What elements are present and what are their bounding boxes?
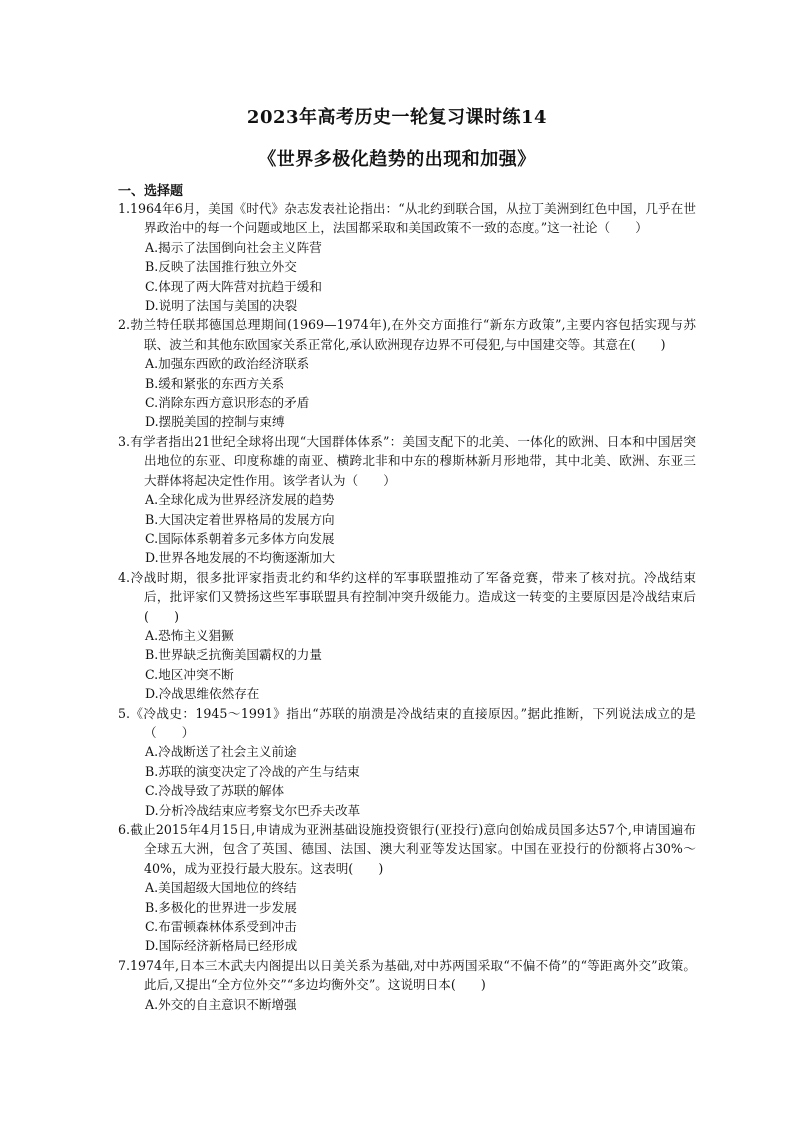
option-b: B.缓和紧张的东西方关系 bbox=[145, 375, 285, 391]
option-c: C.体现了两大阵营对抗趋于缓和 bbox=[145, 278, 322, 294]
question-2 bbox=[118, 315, 696, 431]
option-c: C.布雷顿森林体系受到冲击 bbox=[145, 919, 297, 935]
option-b: B.世界缺乏抗衡美国霸权的力量 bbox=[145, 647, 322, 663]
question-6 bbox=[118, 820, 696, 956]
question-5 bbox=[118, 704, 696, 820]
option-a: A.冷战断送了社会主义前途 bbox=[145, 744, 297, 760]
option-d: D.国际经济新格局已经形成 bbox=[145, 938, 298, 954]
option-a: A.全球化成为世界经济发展的趋势 bbox=[145, 492, 335, 508]
option-d: D.冷战思维依然存在 bbox=[145, 686, 260, 702]
section-heading: 一、选择题 bbox=[118, 184, 184, 199]
question-stem: 3.有学者指出21世纪全球将出现“大国群体体系”：美国支配下的北美、一体化的欧洲、日本和中国居突出地位的东亚、印度称雄的南亚、横跨北非和中东的穆斯林新月形地带，其中北美、欧洲、东亚三大群体将起决定性作用。该学者认为（ ） bbox=[118, 433, 696, 488]
option-a: A.恐怖主义猖獗 bbox=[145, 627, 234, 643]
question-stem: 7.1974年,日本三木武夫内阁提出以日美关系为基础,对中苏两国采取“不偏不倚”的“等距离外交”政策。此后,又提出“全方位外交”“多边均衡外交”。这说明日本( ) bbox=[118, 957, 696, 993]
option-d: D.分析冷战结束应考察戈尔巴乔夫改革 bbox=[145, 802, 361, 818]
option-a: A.加强东西欧的政治经济联系 bbox=[145, 356, 310, 372]
document-title: 2023年高考历史一轮复习课时练14 bbox=[246, 107, 548, 128]
question-3 bbox=[118, 432, 696, 568]
question-7 bbox=[118, 956, 696, 1014]
document-subtitle: 《世界多极化趋势的出现和加强》 bbox=[258, 149, 536, 170]
option-b: B.多极化的世界进一步发展 bbox=[145, 899, 297, 915]
question-stem: 4.冷战时期，很多批评家指责北约和华约这样的军事联盟推动了军备竞赛，带来了核对抗。冷战结束后，批评家们又赞扬这些军事联盟具有控制冲突升级能力。造成这一转变的主要原因是冷战结束后( ) bbox=[118, 569, 696, 624]
option-b: B.大国决定着世界格局的发展方向 bbox=[145, 511, 335, 527]
option-d: D.世界各地发展的不均衡逐渐加大 bbox=[145, 550, 335, 566]
question-stem: 6.截止2015年4月15日,申请成为亚洲基础设施投资银行(亚投行)意向创始成员国多达57个,申请国遍布全球五大洲，包含了英国、德国、法国、澳大利亚等发达国家。中国在亚投行的份额将占30%～40%，成为亚投行最大股东。这表明( ) bbox=[118, 822, 696, 876]
option-a: A.美国超级大国地位的终结 bbox=[145, 880, 297, 896]
option-b: B.反映了法国推行独立外交 bbox=[145, 259, 297, 275]
option-c: C.地区冲突不断 bbox=[145, 666, 234, 682]
option-d: D.摆脱美国的控制与束缚 bbox=[145, 414, 285, 430]
option-d: D.说明了法国与美国的决裂 bbox=[145, 298, 298, 314]
option-b: B.苏联的演变决定了冷战的产生与结束 bbox=[145, 763, 360, 779]
option-a: A.外交的自主意识不断增强 bbox=[145, 996, 297, 1012]
question-4 bbox=[118, 568, 696, 704]
option-c: C.冷战导致了苏联的解体 bbox=[145, 783, 285, 799]
option-c: C.国际体系朝着多元多体方向发展 bbox=[145, 530, 335, 546]
question-1 bbox=[118, 199, 696, 315]
question-stem: 1.1964年6月，美国《时代》杂志发表社论指出：“从北约到联合国，从拉丁美洲到红色中国，几乎在世界政治中的每一个问题或地区上，法国都采取和美国政策不一致的态度。”这一社论（ ） bbox=[118, 201, 696, 236]
option-c: C.消除东西方意识形态的矛盾 bbox=[145, 395, 310, 411]
question-stem: 5.《冷战史：1945～1991》指出“苏联的崩溃是冷战结束的直接原因。”据此推断，下列说法成立的是（ ） bbox=[118, 705, 696, 740]
question-stem: 2.勃兰特任联邦德国总理期间(1969—1974年),在外交方面推行“新东方政策”,主要内容包括实现与苏联、波兰和其他东欧国家关系正常化,承认欧洲现存边界不可侵犯,与中国建交等。其意在( ) bbox=[118, 317, 696, 352]
option-a: A.揭示了法国倒向社会主义阵营 bbox=[145, 239, 322, 255]
question-list bbox=[118, 199, 696, 1014]
